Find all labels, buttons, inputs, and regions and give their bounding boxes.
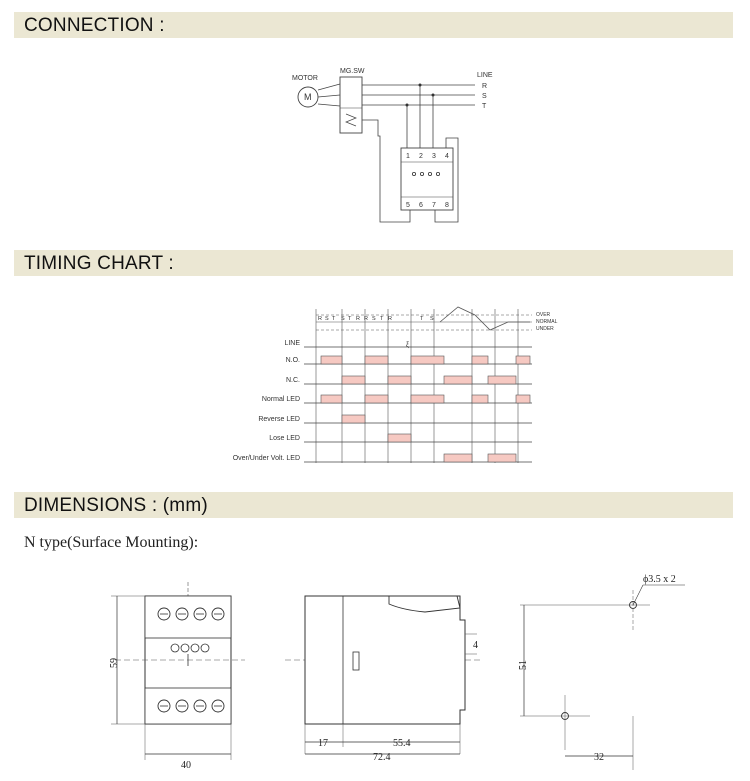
dimensions-title: DIMENSIONS : (mm) bbox=[24, 495, 208, 516]
dimensions-subtitle: N type(Surface Mounting): bbox=[24, 534, 199, 551]
terminal-2: 2 bbox=[419, 153, 423, 160]
terminal-1: 1 bbox=[406, 153, 410, 160]
phase-mark: T bbox=[380, 316, 384, 322]
timing-pulse bbox=[365, 395, 388, 403]
terminal-6: 6 bbox=[419, 202, 423, 209]
phase-mark: T bbox=[332, 316, 336, 322]
timing-pulse bbox=[444, 454, 472, 462]
timing-pulse bbox=[365, 356, 388, 364]
phase-mark: S bbox=[430, 316, 434, 322]
break-mark: ξ bbox=[406, 342, 410, 349]
level-under: UNDER bbox=[536, 326, 554, 332]
phase-mark: S bbox=[341, 316, 345, 322]
timing-row-label: Normal LED bbox=[261, 396, 300, 403]
timing-pulse bbox=[472, 395, 488, 403]
phase-t: T bbox=[482, 103, 487, 110]
terminal-3: 3 bbox=[432, 153, 436, 160]
timing-row-label: N.C. bbox=[286, 377, 300, 384]
timing-pulse bbox=[342, 415, 365, 423]
rail-dim: 4 bbox=[473, 640, 478, 651]
timing-pulse bbox=[488, 376, 516, 384]
phase-mark: T bbox=[348, 316, 352, 322]
timing-pulse bbox=[411, 356, 444, 364]
phase-mark: T bbox=[420, 316, 424, 322]
phase-mark: R bbox=[364, 316, 368, 322]
timing-pulse bbox=[321, 356, 342, 364]
dimensions-header bbox=[14, 492, 733, 518]
phase-mark: R bbox=[356, 316, 360, 322]
terminal-8: 8 bbox=[445, 202, 449, 209]
timing-pulse bbox=[488, 454, 516, 462]
timing-pulse bbox=[342, 376, 365, 384]
terminal-5: 5 bbox=[406, 202, 410, 209]
side-offset-dim: 17 bbox=[318, 738, 328, 749]
timing-title: TIMING CHART : bbox=[24, 253, 174, 274]
terminal-4: 4 bbox=[445, 153, 449, 160]
height-dim: 59 bbox=[109, 658, 120, 668]
connection-title: CONNECTION : bbox=[24, 15, 165, 36]
front-view bbox=[105, 582, 245, 777]
timing-pulse bbox=[516, 395, 530, 403]
side-total-dim: 72.4 bbox=[373, 752, 391, 763]
timing-pulse bbox=[516, 356, 530, 364]
timing-row-label: Reverse LED bbox=[258, 416, 300, 423]
timing-row-label: LINE bbox=[284, 340, 300, 347]
mount-width-dim: 32 bbox=[594, 752, 604, 763]
timing-pulse bbox=[388, 434, 411, 442]
timing-pulse bbox=[472, 356, 488, 364]
connection-diagram bbox=[280, 62, 500, 227]
mount-height-dim: 51 bbox=[518, 660, 529, 670]
motor-symbol: M bbox=[304, 92, 312, 102]
timing-pulse bbox=[444, 376, 472, 384]
switch-box bbox=[340, 77, 362, 133]
timing-row-label: Lose LED bbox=[269, 435, 300, 442]
phase-s: S bbox=[482, 93, 487, 100]
mounting-view bbox=[510, 570, 710, 777]
phase-mark: S bbox=[325, 316, 329, 322]
timing-header bbox=[14, 250, 733, 276]
timing-row-label: N.O. bbox=[285, 357, 300, 364]
level-over: OVER bbox=[536, 312, 551, 318]
phase-r: R bbox=[482, 83, 488, 90]
timing-diagram bbox=[220, 305, 570, 470]
timing-row-label: Over/Under Volt. LED bbox=[232, 455, 300, 462]
line-label: LINE bbox=[477, 72, 493, 79]
connection-header bbox=[14, 12, 733, 38]
side-view bbox=[285, 582, 485, 777]
terminal-7: 7 bbox=[432, 202, 436, 209]
level-normal: NORMAL bbox=[536, 319, 558, 325]
phase-mark: R bbox=[388, 316, 392, 322]
timing-pulse bbox=[321, 395, 342, 403]
switch-label: MG.SW bbox=[340, 68, 365, 75]
hole-spec: ϕ3.5 x 2 bbox=[643, 574, 676, 585]
timing-pulse bbox=[388, 376, 411, 384]
phase-mark: S bbox=[372, 316, 376, 322]
phase-mark: R bbox=[318, 316, 322, 322]
overload-icon bbox=[346, 114, 356, 126]
side-depth-dim: 55.4 bbox=[393, 738, 411, 749]
width-dim: 40 bbox=[181, 760, 191, 771]
timing-pulse bbox=[411, 395, 444, 403]
motor-label: MOTOR bbox=[292, 75, 318, 82]
